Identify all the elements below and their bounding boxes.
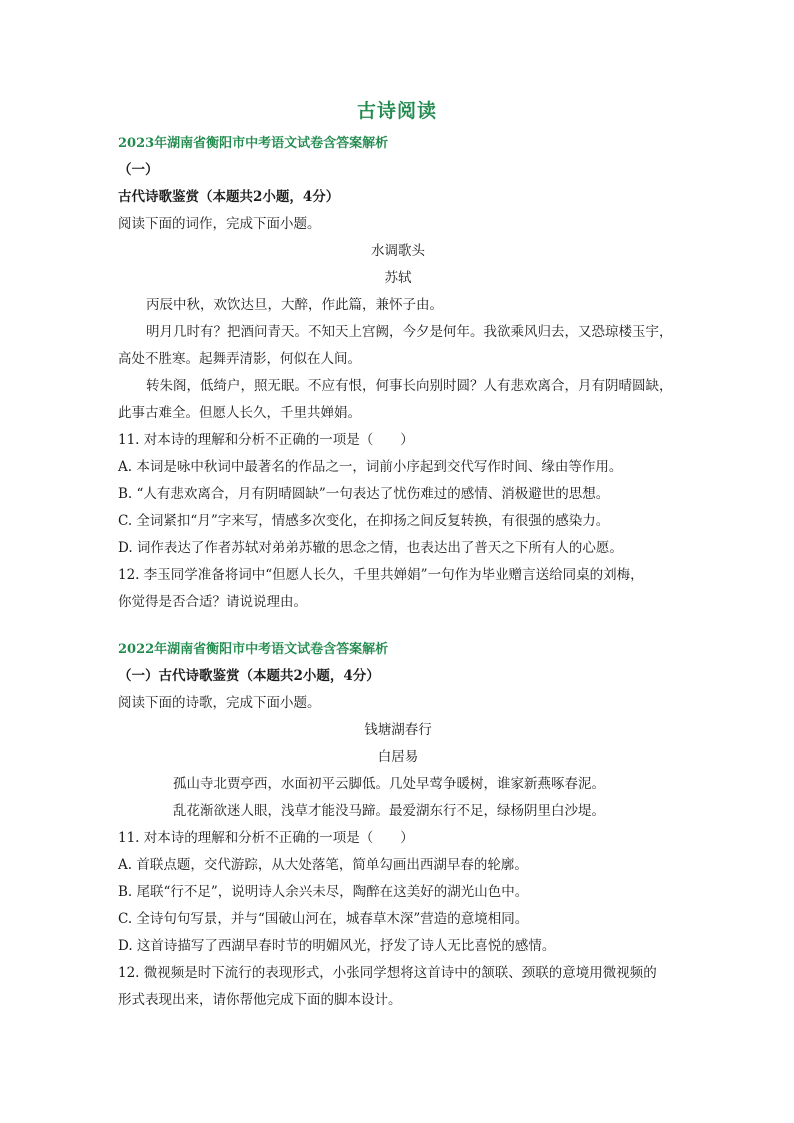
question-11: 11. 对本诗的理解和分析不正确的一项是（ ） — [118, 432, 414, 448]
poem-text-line: 转朱阁，低绮户，照无眠。不应有恨，何事长向别时圆？人有悲欢离合，月有阴晴圆缺， — [146, 378, 673, 394]
instruction-2: 阅读下面的诗歌，完成下面小题。 — [118, 695, 321, 711]
section-heading-2: （一）古代诗歌鉴赏（本题共2小题，4分） — [118, 668, 380, 684]
section-heading-1: 古代诗歌鉴赏（本题共2小题，4分） — [118, 189, 340, 205]
poem-text-line: 明月几时有？把酒问青天。不知天上宫阙，今夕是何年。我欲乘风归去，又恐琼楼玉宇， — [146, 324, 673, 340]
option-a: A. 本词是咏中秋词中最著名的作品之一，词前小序起到交代写作时间、缘由等作用。 — [118, 459, 623, 475]
section-spacer — [118, 616, 678, 636]
poem-title-2: 钱塘湖春行 — [364, 722, 432, 738]
option-c: C. 全诗句句写景，并与“国破山河在，城春草木深”营造的意境相同。 — [118, 911, 529, 927]
question-11: 11. 对本诗的理解和分析不正确的一项是（ ） — [118, 830, 414, 846]
poem-text-line: 乱花渐欲迷人眼，浅草才能没马蹄。最爱湖东行不足，绿杨阴里白沙堤。 — [173, 803, 605, 819]
poem-author-2: 白居易 — [377, 749, 419, 765]
question-12-cont: 形式表现出来，请你帮他完成下面的脚本设计。 — [118, 992, 402, 1008]
poem-text-line: 高处不胜寒。起舞弄清影，何似在人间。 — [118, 351, 361, 367]
question-12: 12. 微视频是时下流行的表现形式，小张同学想将这首诗中的颔联、颈联的意境用微视频的 — [118, 965, 657, 981]
poem-text-line: 孤山寺北贾亭西，水面初平云脚低。几处早莺争暖树，谁家新燕啄春泥。 — [173, 776, 605, 792]
poem-title-1: 水调歌头 — [371, 243, 425, 259]
option-b: B. 尾联“行不足”，说明诗人余兴未尽，陶醉在这美好的湖光山色中。 — [118, 884, 529, 900]
option-c: C. 全词紧扣“月”字来写，情感多次变化，在抑扬之间反复转换，有很强的感染力。 — [118, 513, 610, 529]
source-2023: 2023年湖南省衡阳市中考语文试卷含答案解析 — [118, 136, 389, 151]
question-12: 12. 李玉同学准备将词中“但愿人长久，千里共婵娟”一句作为毕业赠言送给同桌的刘梅， — [118, 567, 644, 583]
option-b: B. “人有悲欢离合，月有阴晴圆缺”一句表达了忧伤难过的感情、消极避世的思想。 — [118, 486, 610, 502]
source-2022: 2022年湖南省衡阳市中考语文试卷含答案解析 — [118, 642, 389, 657]
page-title: 古诗阅读 — [356, 100, 437, 122]
poem-text-line: 此事古难全。但愿人长久，千里共婵娟。 — [118, 405, 361, 421]
poem-author-1: 苏轼 — [384, 270, 412, 286]
option-d: D. 词作表达了作者苏轼对弟弟苏辙的思念之情，也表达出了普天之下所有人的心愿。 — [118, 540, 623, 556]
option-d: D. 这首诗描写了西湖早春时节的明媚风光，抒发了诗人无比喜悦的感情。 — [118, 938, 556, 954]
poem-preface: 丙辰中秋，欢饮达旦，大醉，作此篇，兼怀子由。 — [146, 297, 443, 313]
instruction-1: 阅读下面的词作，完成下面小题。 — [118, 216, 321, 232]
option-a: A. 首联点题，交代游踪，从大处落笔，简单勾画出西湖早春的轮廓。 — [118, 857, 528, 873]
document-body — [118, 130, 678, 1014]
question-12-cont: 你觉得是否合适？请说说理由。 — [118, 594, 307, 610]
part-label: （一） — [118, 162, 159, 178]
